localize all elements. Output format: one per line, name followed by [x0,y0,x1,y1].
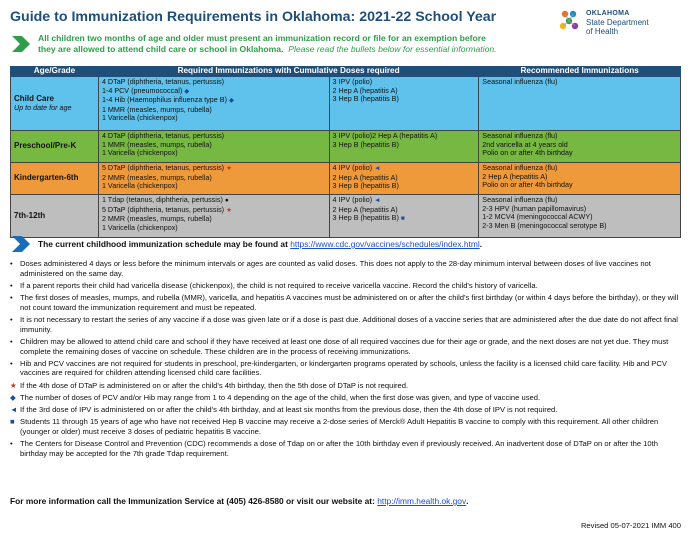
list-item [10,381,682,391]
dose-line: 4 DTaP (diphtheria, tetanus, pertussis) [101,131,225,140]
dose-line: 3 Hep B (hepatitis B) [332,94,399,104]
bullet-icon: • [10,438,13,448]
dose-line: 2 MMR (measles, mumps, rubella) [101,172,212,182]
note-text: If the 3rd dose of IPV is administered on or after the child's 4th birthday, and at least six months from the previous dose, then the 4th dose of IPV is not required. [20,404,558,414]
contact-text: For more information call the Immunization Service at (405) 426-8580 or visit our website at: [10,496,375,506]
dose-line: Seasonal influenza (flu) [482,195,558,204]
dose-text: 4 IPV (polio) [332,163,373,172]
dose-line: 2-3 Men B (meningococcal serotype B) [482,220,607,230]
recommended-cell [479,195,681,238]
dose-line: 2nd varicella at 4 years old [482,139,568,149]
triangle-left-icon: ◄ [374,165,381,172]
square-icon: ■ [10,416,15,426]
list-item [10,405,682,415]
dose-line: 1 MMR (measles, mumps, rubella) [101,139,212,149]
header-recommended: Recommended Immunizations [479,67,681,77]
page-title: Guide to Immunization Requirements in Oklahoma: 2021-22 School Year [10,9,497,25]
table-row-preschool [11,131,681,163]
bullet-icon: • [10,292,13,302]
dose-line: Seasonal influenza (flu) [482,77,558,86]
contact-info: For more information call the Immunization Service at (405) 426-8580 or visit our website at: http://imm.health.ok.gov. [10,496,469,506]
diamond-icon: ◆ [10,392,16,402]
dose-line: Seasonal influenza (flu) [482,131,558,140]
star-icon: ★ [226,206,232,214]
list-item [10,315,682,335]
dose-line: Polio on or after 4th birthday [482,180,573,190]
note-text: If a parent reports their child had varicella disease (chickenpox), the child is not required to receive varicella vaccine. Record the child's history of varicella. [20,280,538,290]
dot-icon: ● [224,197,229,204]
intro-text [38,33,558,55]
age-cell [11,195,99,238]
note-text: The first doses of measles, mumps, and rubella (MMR), varicella, and hepatitis A vaccines must be administered on or after the child's first birthday (or within 4 days before the birthday), or they will not count toward the immunization requirement and must be repeated. [20,292,679,312]
list-item [10,259,682,279]
age-cell [11,77,99,131]
table-row-kindergarten [11,163,681,195]
list-item [10,293,682,313]
star-icon: ★ [10,380,17,390]
star-icon: ★ [226,165,232,172]
logo-line-1: OKLAHOMA [586,10,630,17]
bullet-icon: • [10,336,13,346]
list-item [10,417,682,437]
dose-line: Seasonal influenza (flu) [482,163,558,172]
required-cell-1 [98,163,329,195]
dose-text: 5 DTaP (diphtheria, tetanus, pertussis) [101,204,225,214]
dose-line: 3 Hep B (hepatitis B) [332,139,399,149]
age-cell [11,131,99,163]
list-item [10,337,682,357]
dose-line: 3 Hep B (hepatitis B) [332,181,399,191]
dose-line: 1-2 MCV4 (meningococcal ACWY) [482,212,593,222]
note-text: The number of doses of PCV and/or Hib may range from 1 to 4 depending on the age of the child, when the first dose was given, and type of vaccine used. [20,392,541,402]
required-cell-2 [329,131,479,163]
bullet-icon: • [10,358,13,368]
chevron-right-icon [12,36,30,52]
dose-text: 1 Tdap (tetanus, diphtheria, pertussis) [101,195,223,204]
diamond-icon: ◆ [184,87,190,95]
dose-line: 4 DTaP (diphtheria, tetanus, pertussis) [101,77,225,86]
dose-line: 2 Hep A (hepatitis A) [332,204,398,214]
required-cell-2 [329,163,479,195]
required-cell-2 [329,195,479,238]
dose-line: 2 MMR (measles, mumps, rubella) [101,214,212,224]
note-text: If the 4th dose of DTaP is administered on or after the child's 4th birthday, then the 5th dose of DTaP is not required. [20,380,409,390]
dose-line: 3 IPV (polio) [332,77,373,86]
notes-list [10,259,682,461]
note-text: Children may be allowed to attend child care and school if they have received at least one dose of all required vaccines due for their age or grade, and the next doses are not yet due. They must complete the remaining doses of vaccine on schedule. These children are in the process of receiving immunizations. [20,336,669,356]
note-text: It is not necessary to restart the series of any vaccine if a dose was given late or if a dose is past due. Additional doses of a vaccine series that are administered after the due date do not affect final immunity. [20,314,678,334]
required-cell-1 [98,195,329,238]
dose-text: 5 DTaP (diphtheria, tetanus, pertussis) [101,163,225,172]
required-cell-2 [329,77,479,131]
intro-line-2-bold: they are allowed to attend child care or school in Oklahoma. [38,44,284,54]
bullet-icon: • [10,259,13,268]
logo-line-3: of Health [586,27,619,36]
revision-note: Revised 05-07-2021 IMM 400 [580,521,681,530]
required-cell-1 [98,131,329,163]
header-required: Required Immunizations with Cumulative Doses required [98,67,478,77]
dose-line: 1 Varicella (chickenpox) [101,148,178,158]
dose-line: 2 Hep A (hepatitis A) [482,171,548,181]
intro-line-2 [38,44,558,55]
list-item [10,359,682,379]
note-text: Hib and PCV vaccines are not required for students in preschool, pre-kindergarten, or kindergarten programs operated by schools, unless the facility is a licensed child care facility. Hib and PCV vaccines are required for children attending licensed child care facilities. [20,358,667,378]
age-label: 7th-12th [14,210,46,220]
logo-line-2: State Department [586,18,649,27]
list-item [10,439,682,459]
triangle-left-icon: ◄ [374,197,381,204]
chevron-right-icon [12,236,30,252]
dose-line: 2 Hep A (hepatitis A) [332,172,398,182]
recommended-cell [479,163,681,195]
note-text: The Centers for Disease Control and Prevention (CDC) recommends a dose of Tdap on or after the 10th birthday even if previously received. An inadvertent dose of DTaP on or after the 10th birthday may be accepted for the 7th grade Tdap requirement. [20,438,658,458]
dose-text: 4 IPV (polio) [332,195,373,204]
triangle-left-icon: ◄ [10,404,18,414]
dose-line: 1 Varicella (chickenpox) [101,181,178,191]
note-text: Doses administered 4 days or less before the minimum intervals or ages are counted as valid doses. This does not apply to the 28-day minimum interval between doses of live vaccines not administered on the same day. [20,259,651,278]
cdc-schedule-link[interactable]: https://www.cdc.gov/vaccines/schedules/index.html [290,239,480,249]
ok-health-logo-icon [556,7,582,35]
table-header-row [11,67,681,77]
ok-health-logo [556,5,688,37]
list-item [10,393,682,403]
dose-line: 2-3 HPV (human papillomavirus) [482,203,587,213]
immunization-table [10,66,681,238]
dose-line: 1 Varicella (chickenpox) [101,113,178,123]
table-row-child-care [11,77,681,131]
intro-line-2-italic: Please read the bullets below for essential information. [288,44,497,54]
required-cell-1 [98,77,329,131]
dose-text: 3 Hep B (hepatitis B) [332,213,399,223]
dose-text: 1-4 PCV (pneumococcal) [101,85,183,95]
diamond-icon: ◆ [228,97,234,105]
age-label: Kindergarten-6th [14,173,79,183]
schedule-text: The current childhood immunization schedule may be found at [38,239,288,249]
age-cell [11,163,99,195]
age-label: Child Care [14,93,55,103]
age-sublabel: Up to date for age [14,102,72,112]
immunization-website-link[interactable]: http://imm.health.ok.gov [377,496,467,506]
dose-line [333,214,476,224]
dose-line: 2 Hep A (hepatitis A) [332,85,398,95]
list-item [10,281,682,291]
dose-text: 1-4 Hib (Haemophilus influenza type B) [101,95,227,105]
table-row-grade-7-12 [11,195,681,238]
dose-line: 1 Varicella (chickenpox) [101,222,178,232]
schedule-note: The current childhood immunization schedule may be found at https://www.cdc.gov/vaccines/schedules/index.html. [38,239,483,249]
dose-line: 1 MMR (measles, mumps, rubella) [101,104,212,114]
dose-line: 3 IPV (polio)2 Hep A (hepatitis A) [332,131,438,140]
age-label: Preschool/Pre-K [14,141,77,151]
recommended-cell [479,131,681,163]
bullet-icon: • [10,314,13,324]
square-icon: ■ [400,215,405,223]
recommended-cell [479,77,681,131]
dose-line: Polio on or after 4th birthday [482,148,573,158]
note-text: Students 11 through 15 years of age who have not received Hep B vaccine may receive a 2-dose series of Merck® Adult Hepatitis B vaccine to comply with this requirement. All other children (younger or older) must receive 3 doses of pediatric hepatitis B vaccine. [20,416,659,436]
bullet-icon: • [10,280,13,290]
intro-line-1: All children two months of age and older must present an immunization record or file for an exemption before [38,33,486,43]
header-age-grade: Age/Grade [11,67,99,77]
